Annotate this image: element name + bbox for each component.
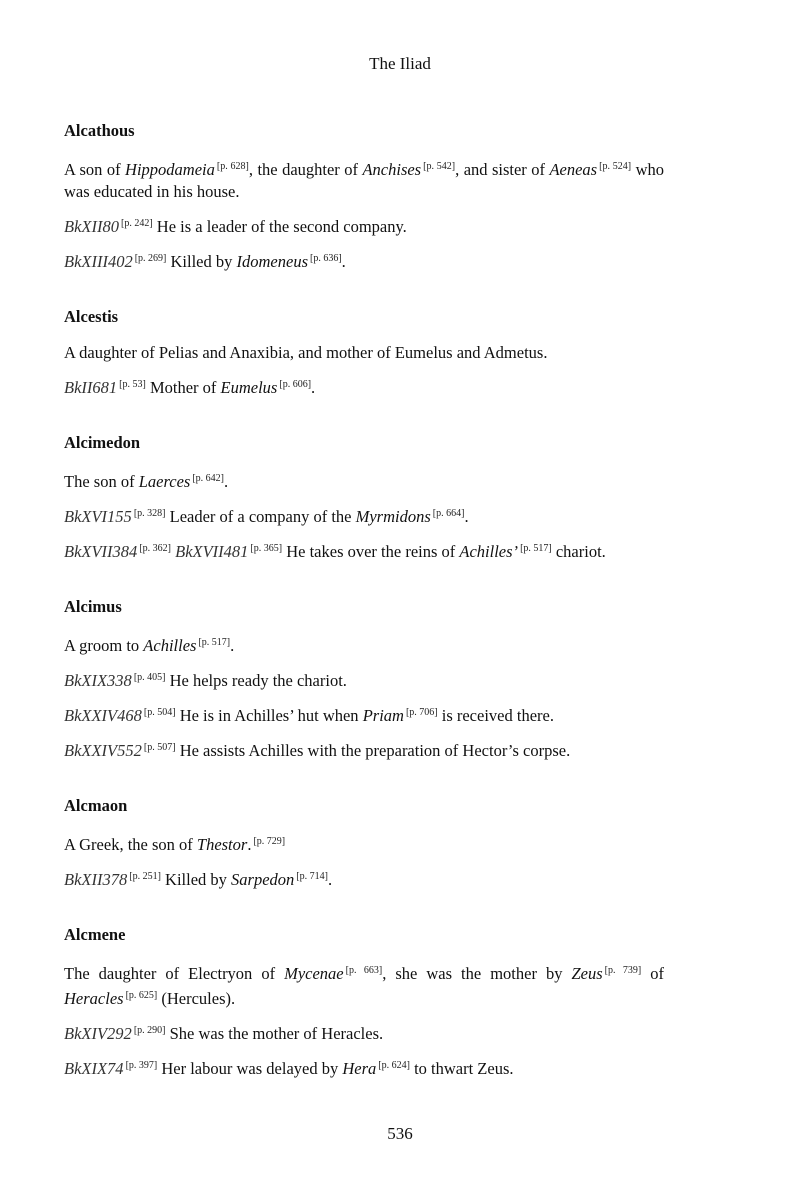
- entry-line: [64, 374, 664, 399]
- entry-line: [64, 342, 664, 364]
- book-reference-link[interactable]: BkXIX74: [64, 1059, 124, 1078]
- name-link[interactable]: Laerces: [138, 472, 191, 491]
- page-reference-link[interactable]: [p. 517]: [520, 543, 552, 554]
- entry-line: [64, 831, 664, 856]
- page-reference-link[interactable]: [p. 524]: [599, 161, 632, 172]
- page-reference-link[interactable]: [p. 706]: [405, 707, 438, 718]
- entry-text: , she was the mother by: [382, 964, 572, 983]
- glossary-entry: [64, 925, 664, 1080]
- page-reference-link[interactable]: [p. 365]: [250, 543, 283, 554]
- entry-text: is received there.: [437, 706, 554, 725]
- page-reference-link[interactable]: [p. 663]: [345, 965, 383, 976]
- page-number: 536: [387, 1124, 413, 1143]
- entry-text: He assists Achilles with the preparation of Hector’s corpse.: [175, 741, 571, 760]
- name-link[interactable]: Hera: [342, 1059, 377, 1078]
- name-link[interactable]: Achilles’: [459, 542, 519, 561]
- name-link[interactable]: Eumelus: [220, 378, 278, 397]
- name-link[interactable]: Thestor: [196, 835, 248, 854]
- entry-text: .: [341, 252, 346, 271]
- name-link[interactable]: Idomeneus: [236, 252, 308, 271]
- name-link[interactable]: Mycenae: [284, 964, 344, 983]
- name-link[interactable]: Myrmidons: [355, 507, 431, 526]
- entry-text: , and sister of: [455, 160, 550, 179]
- book-title: The Iliad: [369, 54, 431, 73]
- glossary-entry: [64, 433, 664, 563]
- page-reference-link[interactable]: [p. 628]: [216, 161, 249, 172]
- entry-text: .: [311, 378, 316, 397]
- name-link[interactable]: Zeus: [571, 964, 603, 983]
- entry-line: [64, 632, 664, 657]
- entry-title: Alcimedon: [64, 433, 141, 452]
- book-reference-link[interactable]: BkXXIV552: [64, 741, 142, 760]
- entry-line: [64, 468, 664, 493]
- entry-text: Killed by: [160, 870, 232, 889]
- page-reference-link[interactable]: [p. 507]: [143, 742, 176, 753]
- entry-text: Her labour was delayed by: [157, 1059, 343, 1078]
- entry-line: [64, 248, 664, 273]
- entry-text: Leader of a company of the: [165, 507, 356, 526]
- entry-line: [64, 866, 664, 891]
- entry-text: of: [641, 964, 664, 983]
- name-link[interactable]: Sarpedon: [231, 870, 295, 889]
- entry-line: [64, 538, 664, 563]
- page-reference-link[interactable]: [p. 242]: [120, 218, 153, 229]
- name-link[interactable]: Heracles: [64, 989, 124, 1008]
- entry-text: , the daughter of: [248, 160, 363, 179]
- glossary-entry: [64, 597, 664, 762]
- entry-text: A daughter of Pelias and Anaxibia, and mother of Eumelus and Admetus.: [64, 343, 548, 362]
- page-reference-link[interactable]: [p. 328]: [133, 508, 166, 519]
- name-link[interactable]: Aeneas: [549, 160, 598, 179]
- book-reference-link[interactable]: BkXVII481: [175, 542, 249, 561]
- name-link[interactable]: Priam: [362, 706, 404, 725]
- entry-title: Alcmene: [64, 925, 126, 944]
- glossary-entry: [64, 121, 664, 273]
- entry-text: A son of: [64, 160, 126, 179]
- entry-text: chariot.: [551, 542, 606, 561]
- page-reference-link[interactable]: [p. 269]: [134, 253, 167, 264]
- page-footer: [0, 1124, 800, 1144]
- entry-line: [64, 667, 664, 692]
- entry-text: He takes over the reins of: [282, 542, 460, 561]
- page-reference-link[interactable]: [p. 729]: [253, 836, 286, 847]
- entry-text: who was educated in his house.: [64, 160, 664, 201]
- entry-text: .: [247, 835, 252, 854]
- page-header: [0, 54, 800, 74]
- entry-text: .: [327, 870, 333, 889]
- entry-text: He is in Achilles’ hut when: [175, 706, 363, 725]
- page-reference-link[interactable]: [p. 53]: [119, 379, 146, 390]
- entry-title: Alcestis: [64, 307, 119, 326]
- entry-text: He helps ready the chariot.: [165, 671, 347, 690]
- entry-text: .: [224, 472, 229, 491]
- entry-line: [64, 213, 664, 238]
- book-reference-link[interactable]: BkXXIV468: [64, 706, 142, 725]
- page-reference-link[interactable]: [p. 714]: [296, 871, 328, 882]
- page-reference-link[interactable]: [p. 739]: [604, 965, 642, 976]
- page-reference-link[interactable]: [p. 636]: [310, 253, 342, 264]
- page-reference-link[interactable]: [p. 405]: [133, 672, 166, 683]
- book-reference-link[interactable]: BkXII80: [64, 217, 119, 236]
- book-reference-link[interactable]: BkII681: [64, 378, 118, 397]
- page-reference-link[interactable]: [p. 362]: [139, 543, 171, 554]
- entry-title: Alcimus: [64, 597, 122, 616]
- book-reference-link[interactable]: BkXVII384: [64, 542, 138, 561]
- entry-text: The daughter of Electryon of: [64, 964, 285, 983]
- page-reference-link[interactable]: [p. 290]: [133, 1025, 166, 1036]
- name-link[interactable]: Achilles: [143, 636, 197, 655]
- page-reference-link[interactable]: [p. 606]: [279, 379, 312, 390]
- entry-text: She was the mother of Heracles.: [165, 1024, 384, 1043]
- entry-text: He is a leader of the second company.: [152, 217, 407, 236]
- entry-text: Mother of: [145, 378, 221, 397]
- entry-title: Alcmaon: [64, 796, 128, 815]
- page-reference-link[interactable]: [p. 251]: [129, 871, 161, 882]
- page-reference-link[interactable]: [p. 397]: [125, 1060, 158, 1071]
- entry-text: Killed by: [166, 252, 237, 271]
- glossary-entry: [64, 796, 664, 891]
- entry-line: [64, 702, 664, 727]
- name-link[interactable]: Hippodameia: [125, 160, 215, 179]
- entry-title: Alcathous: [64, 121, 135, 140]
- book-reference-link[interactable]: BkXVI155: [64, 507, 132, 526]
- name-link[interactable]: Anchises: [362, 160, 422, 179]
- entry-text: (Hercules).: [157, 989, 236, 1008]
- glossary-entry: [64, 307, 664, 399]
- entry-text: A Greek, the son of: [64, 835, 197, 854]
- page-reference-link[interactable]: [p. 642]: [192, 473, 225, 484]
- entry-line: [64, 1055, 664, 1080]
- book-reference-link[interactable]: BkXIV292: [64, 1024, 132, 1043]
- entry-line: [64, 1020, 664, 1045]
- page-reference-link[interactable]: [p. 625]: [125, 990, 158, 1001]
- page-reference-link[interactable]: [p. 624]: [378, 1060, 410, 1071]
- entry-line: [64, 156, 664, 203]
- page-reference-link[interactable]: [p. 542]: [423, 161, 456, 172]
- entry-text: to thwart Zeus.: [409, 1059, 514, 1078]
- glossary-content: [64, 121, 664, 1114]
- page-reference-link[interactable]: [p. 504]: [143, 707, 176, 718]
- entry-text: .: [230, 636, 235, 655]
- book-reference-link[interactable]: BkXII378: [64, 870, 128, 889]
- page-reference-link[interactable]: [p. 517]: [198, 637, 231, 648]
- page-reference-link[interactable]: [p. 664]: [432, 508, 465, 519]
- entry-text: .: [464, 507, 469, 526]
- book-reference-link[interactable]: BkXIX338: [64, 671, 132, 690]
- entry-text: The son of: [64, 472, 139, 491]
- entry-line: [64, 960, 664, 1010]
- entry-line: [64, 503, 664, 528]
- book-reference-link[interactable]: BkXIII402: [64, 252, 133, 271]
- entry-line: [64, 737, 664, 762]
- entry-text: A groom to: [64, 636, 144, 655]
